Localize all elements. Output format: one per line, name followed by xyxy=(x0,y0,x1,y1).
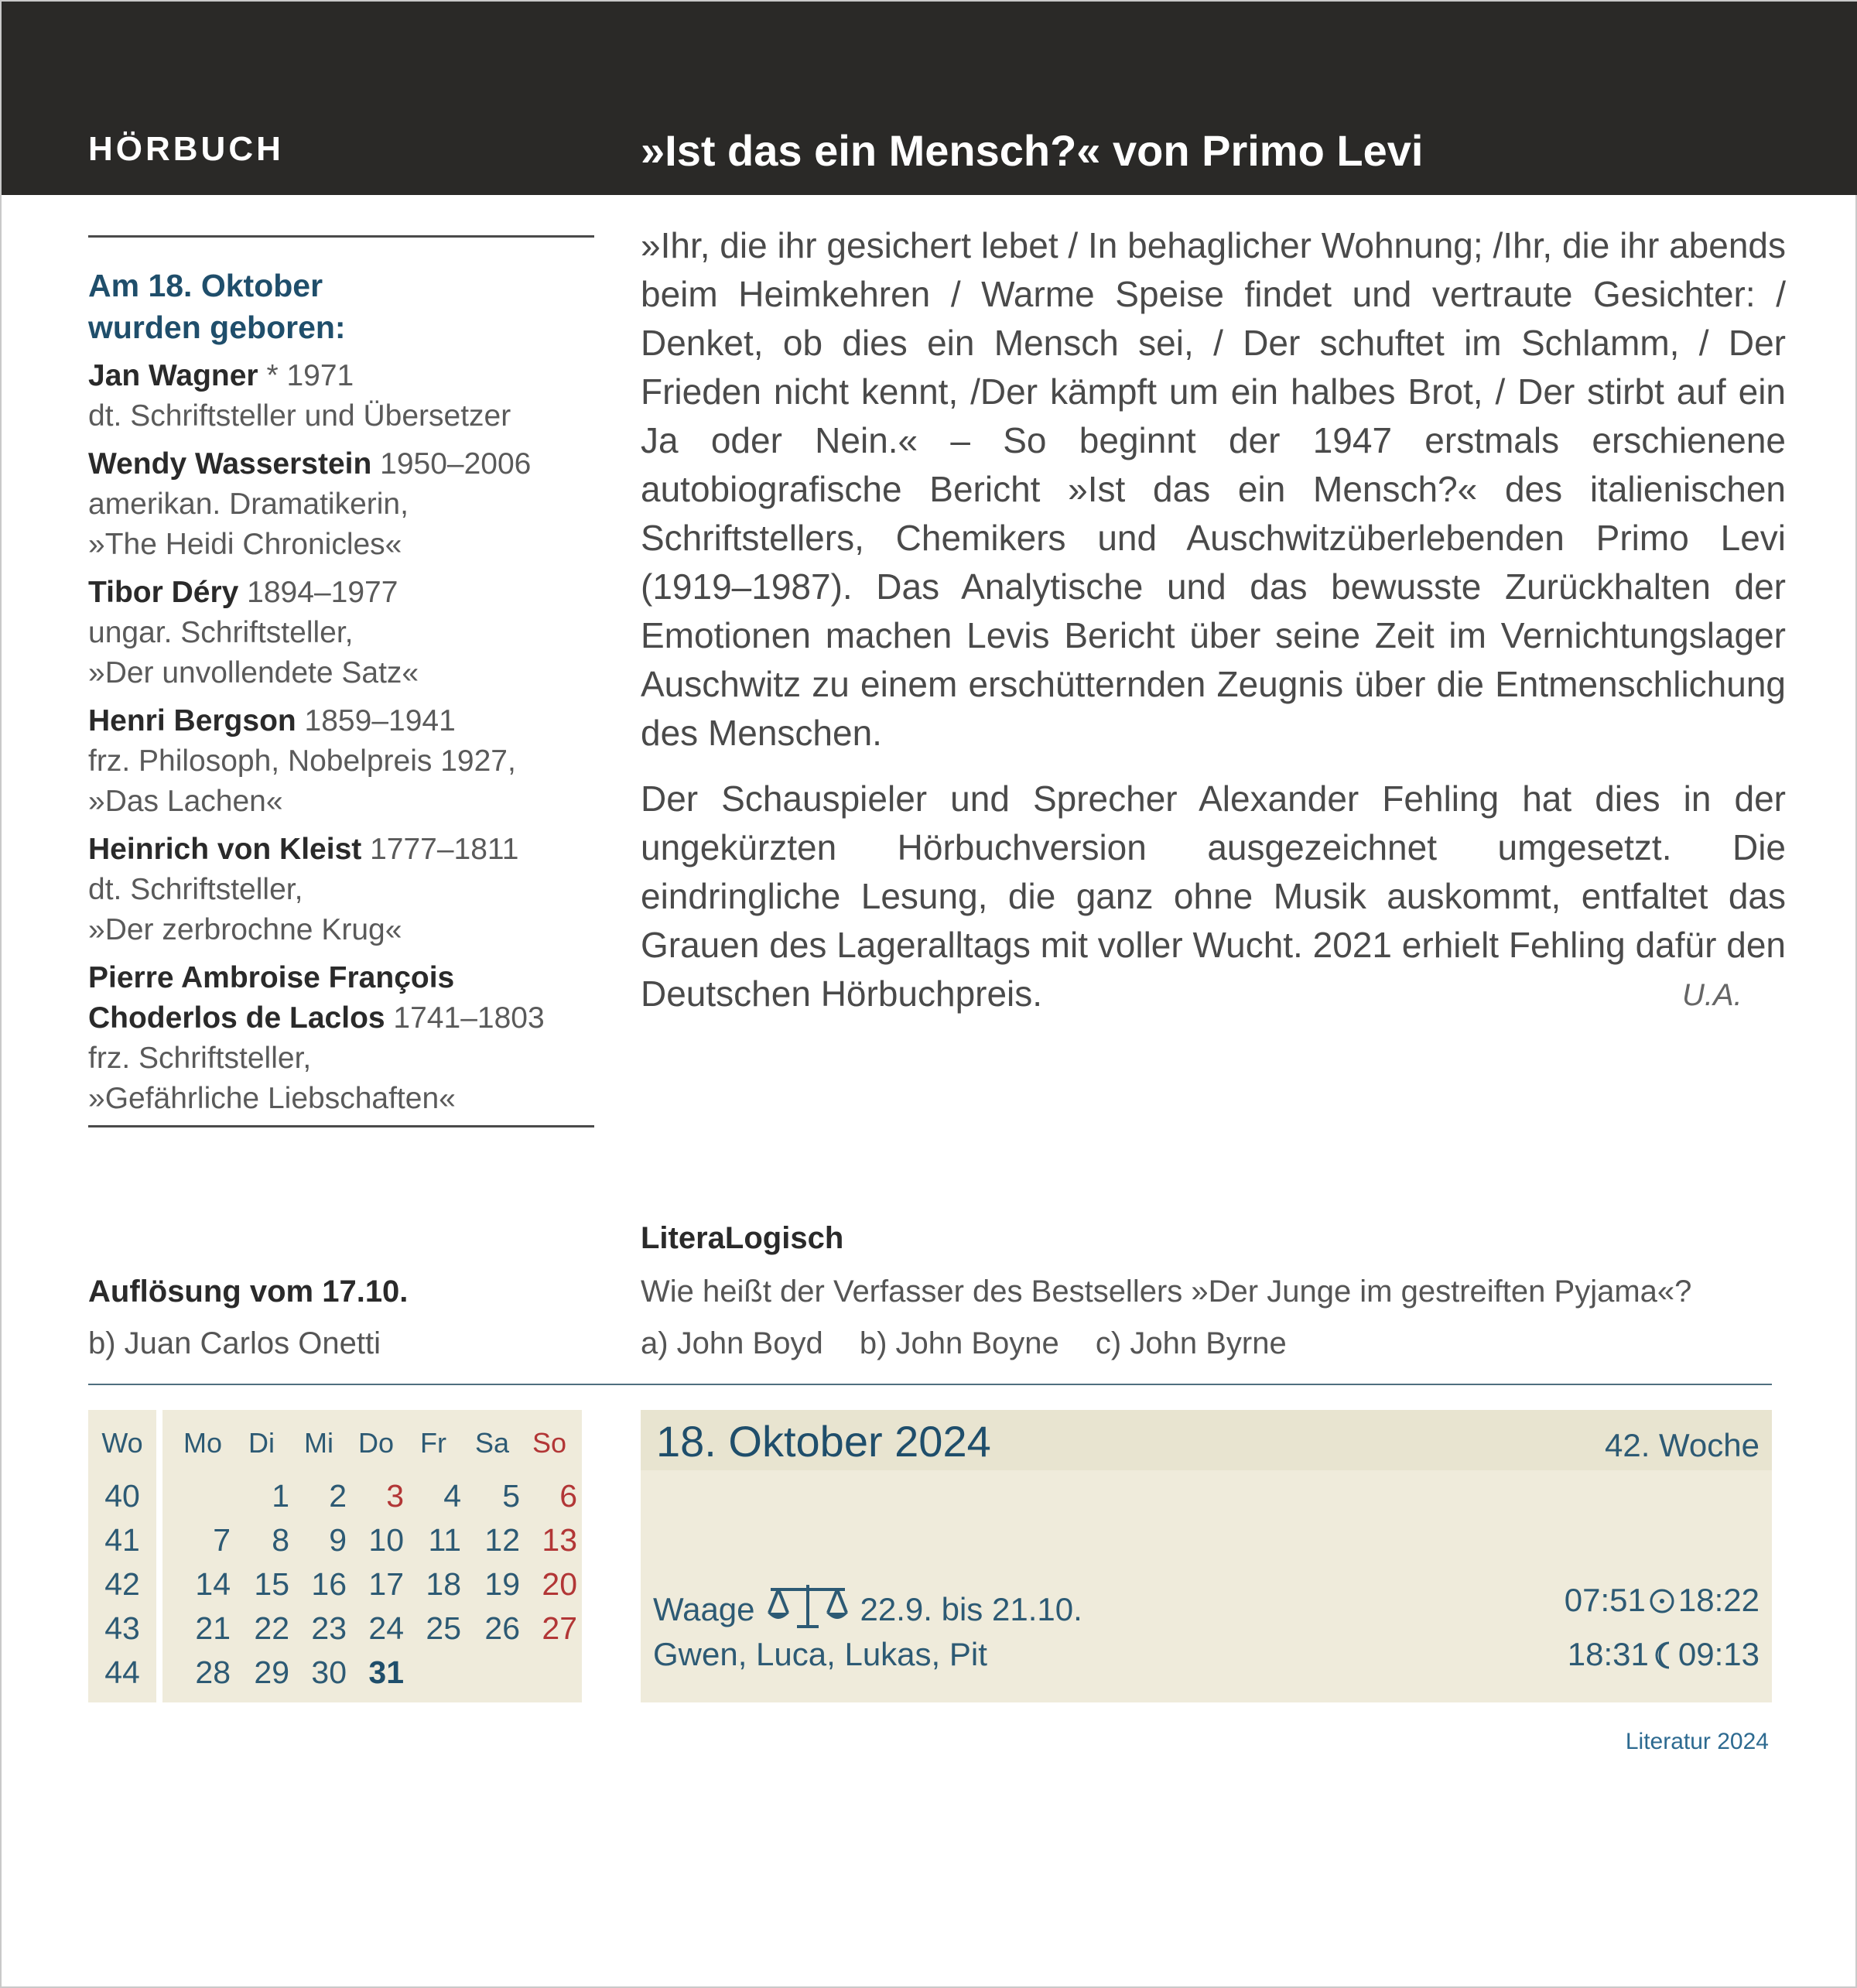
birth-name: Jan Wagner xyxy=(88,359,258,392)
moon-times xyxy=(1568,1636,1760,1673)
births-bottom-rule xyxy=(88,1125,594,1127)
calendar-day: 23 xyxy=(311,1610,347,1646)
calendar-day: 8 xyxy=(272,1522,289,1558)
calendar-day: 5 xyxy=(502,1478,520,1514)
birth-years: * 1971 xyxy=(258,359,354,392)
calendar-day: 7 xyxy=(213,1522,231,1558)
sun-icon xyxy=(1649,1582,1675,1619)
birth-entry xyxy=(88,701,599,822)
calendar-day: 2 xyxy=(329,1478,347,1514)
page-title: »Ist das ein Mensch?« von Primo Levi xyxy=(641,126,1424,175)
calendar-day: 27 xyxy=(542,1610,577,1646)
births-top-rule xyxy=(88,235,594,238)
quiz-options xyxy=(641,1326,1315,1361)
section-divider xyxy=(88,1384,1772,1385)
birth-entry xyxy=(88,573,599,693)
zodiac-line xyxy=(653,1582,1082,1631)
birth-entry xyxy=(88,444,599,565)
calendar-day: 10 xyxy=(368,1522,404,1558)
calendar-day: 25 xyxy=(426,1610,461,1646)
birth-description: amerikan. Dramatikerin, »The Heidi Chronicles« xyxy=(88,488,409,561)
calendar-day: 20 xyxy=(542,1566,577,1602)
footer-label: Literatur 2024 xyxy=(1625,1729,1769,1754)
weekday-header: Fr xyxy=(420,1427,446,1459)
weekday-header: Di xyxy=(248,1427,275,1459)
zodiac-range: 22.9. bis 21.10. xyxy=(860,1591,1082,1627)
birth-description: frz. Schriftsteller, »Gefährliche Liebschaften« xyxy=(88,1042,456,1115)
calendar-day: 17 xyxy=(368,1566,404,1602)
sun-times xyxy=(1565,1582,1760,1619)
moonrise-time: 18:31 xyxy=(1567,1636,1649,1672)
birth-entry xyxy=(88,830,599,950)
solution-title: Auflösung vom 17.10. xyxy=(88,1275,409,1309)
zodiac-name: Waage xyxy=(653,1591,755,1627)
calendar-day: 26 xyxy=(484,1610,520,1646)
calendar-day: 30 xyxy=(311,1654,347,1690)
birth-years: 1894–1977 xyxy=(238,576,398,609)
solution-answer: b) Juan Carlos Onetti xyxy=(88,1326,381,1360)
calendar-day: 11 xyxy=(428,1522,461,1558)
weekday-header: Do xyxy=(357,1427,395,1459)
month-calendar xyxy=(88,1410,582,1702)
calendar-day: 21 xyxy=(195,1610,231,1646)
quiz-title: LiteraLogisch xyxy=(641,1221,844,1255)
calendar-day: 16 xyxy=(311,1566,347,1602)
calendar-day: 15 xyxy=(254,1566,289,1602)
calendar-day: 31 xyxy=(368,1654,404,1690)
birth-years: 1777–1811 xyxy=(361,833,519,866)
header-band xyxy=(2,2,1857,195)
birth-years: 1741–1803 xyxy=(385,1001,545,1035)
calendar-day: 29 xyxy=(254,1654,289,1690)
sunrise-time: 07:51 xyxy=(1564,1582,1646,1618)
quiz-option-a: a) John Boyd xyxy=(641,1326,823,1360)
births-list xyxy=(88,356,599,1119)
births-heading-line1: Am 18. Oktober xyxy=(88,268,323,303)
birth-years: 1950–2006 xyxy=(371,447,532,481)
date-panel xyxy=(641,1410,1772,1702)
birth-name: Henri Bergson xyxy=(88,704,296,737)
calendar-day: 24 xyxy=(368,1610,404,1646)
calendar-day: 28 xyxy=(195,1654,231,1690)
week-number: 42. Woche xyxy=(1604,1427,1760,1463)
calendar-day: 12 xyxy=(484,1522,520,1558)
article-paragraph-1: »Ihr, die ihr gesichert lebet / In behaglicher Wohnung; /Ihr, die ihr abends beim Heimkehren / Warme Speise findet und vertraute Gesichter: / Denket, ob dies ein Mensch sei, / Der schuftet im Schlamm, / Der Frieden nicht kennt, /Der kämpft um ein halbes Brot, / Der stirbt auf ein Ja oder Nein.« – So beginnt der 1947 erstmals erschienene autobiografische Bericht »Ist das ein Mensch?« des italienischen Schriftstellers, Chemikers und Auschwitzüberlebenden Primo Levi (1919–1987). Das Analytische und das bewusste Zurückhalten der Emotionen machen Levis Bericht über seine Zeit im Vernichtungslager Auschwitz zu einem erschütternden Zeugnis über die Entmenschlichung des Menschen. xyxy=(641,225,1786,753)
weekday-header: Wo xyxy=(101,1427,143,1459)
weekday-header: Mo xyxy=(183,1427,222,1459)
birth-name: Pierre Ambroise François Choderlos de Laclos xyxy=(88,961,455,1035)
birth-name: Wendy Wasserstein xyxy=(88,447,372,481)
weekday-header: Sa xyxy=(474,1427,510,1459)
libra-scales-icon xyxy=(758,1582,857,1631)
article xyxy=(641,221,1786,1018)
birth-description: ungar. Schriftsteller, »Der unvollendete Satz« xyxy=(88,616,419,689)
birth-description: dt. Schriftsteller, »Der zerbrochne Krug« xyxy=(88,873,402,946)
date-title: 18. Oktober 2024 xyxy=(656,1417,991,1466)
birth-description: frz. Philosoph, Nobelpreis 1927, »Das Lachen« xyxy=(88,744,516,818)
week-number-cell: 43 xyxy=(104,1610,140,1646)
calendar-day: 14 xyxy=(195,1566,231,1602)
week-number-cell: 44 xyxy=(104,1654,140,1690)
births-heading-line2: wurden geboren: xyxy=(88,310,346,345)
calendar-day: 9 xyxy=(329,1522,347,1558)
calendar-day: 18 xyxy=(426,1566,461,1602)
week-number-cell: 40 xyxy=(104,1478,140,1514)
births-heading xyxy=(88,265,599,348)
quiz-question: Wie heißt der Verfasser des Bestsellers »Der Junge im gestreiften Pyjama«? xyxy=(641,1275,1692,1309)
quiz-option-c: c) John Byrne xyxy=(1095,1326,1287,1360)
birth-name: Heinrich von Kleist xyxy=(88,833,362,866)
moonset-time: 09:13 xyxy=(1677,1636,1760,1672)
weekday-header: So xyxy=(532,1427,567,1459)
calendar-day: 3 xyxy=(386,1478,404,1514)
calendar-day: 4 xyxy=(443,1478,461,1514)
birth-entry xyxy=(88,356,599,436)
sunset-time: 18:22 xyxy=(1677,1582,1760,1618)
calendar-day: 19 xyxy=(484,1566,520,1602)
article-author: U.A. xyxy=(1682,978,1742,1012)
calendar-day: 6 xyxy=(559,1478,577,1514)
birth-entry xyxy=(88,958,599,1119)
quiz-option-b: b) John Boyne xyxy=(859,1326,1059,1360)
births-box xyxy=(88,265,599,1127)
birth-name: Tibor Déry xyxy=(88,576,239,609)
birth-years: 1859–1941 xyxy=(296,704,456,737)
section-label: HÖRBUCH xyxy=(88,130,284,168)
weekday-header: Mi xyxy=(304,1427,333,1459)
moon-icon xyxy=(1652,1636,1675,1673)
calendar-day: 22 xyxy=(254,1610,289,1646)
calendar-day: 1 xyxy=(272,1478,289,1514)
name-days: Gwen, Luca, Lukas, Pit xyxy=(653,1636,987,1672)
birth-description: dt. Schriftsteller und Übersetzer xyxy=(88,399,511,433)
week-number-cell: 42 xyxy=(104,1566,140,1602)
article-paragraph-2: Der Schauspieler und Sprecher Alexander Fehling hat dies in der ungekürzten Hörbuchversion ausgezeichnet umgesetzt. Die eindringliche Lesung, die ganz ohne Musik auskommt, entfaltet das Grauen des Lageralltags mit voller Wucht. 2021 erhielt Fehling dafür den Deutschen Hörbuchpreis. xyxy=(641,778,1786,1014)
calendar-day: 13 xyxy=(542,1522,577,1558)
week-number-cell: 41 xyxy=(104,1522,140,1558)
